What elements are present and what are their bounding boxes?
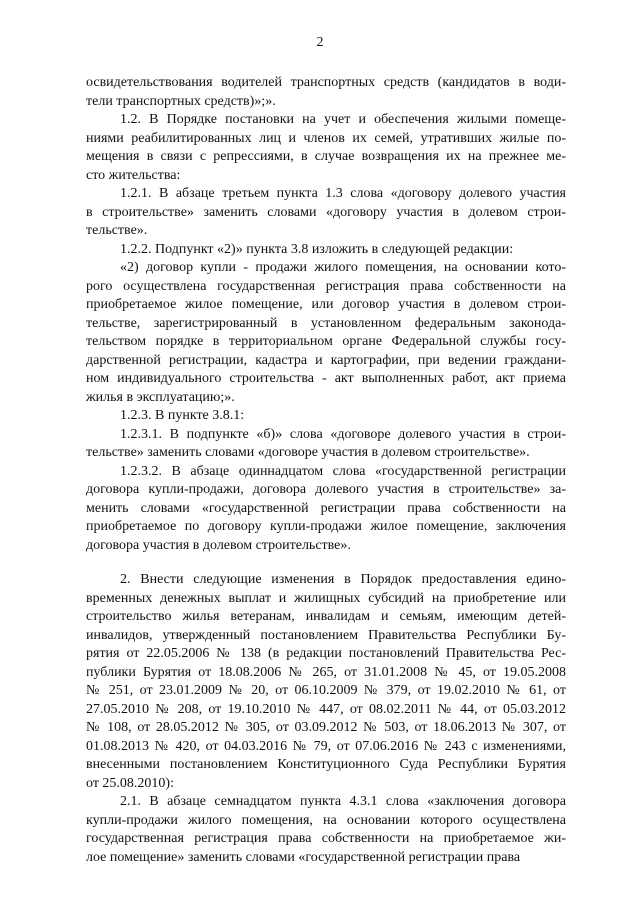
text-line: ниями реабилитированных лиц и членов их семей, утративших жилые по- — [86, 130, 566, 146]
text-line: 1.2.1. В абзаце третьем пункта 1.3 слова «договору долевого участия — [120, 186, 566, 201]
text-line: 27.05.2010 № 208, от 19.10.2010 № 447, от 08.02.2011 № 44, от 05.03.2012 — [86, 701, 566, 717]
text-line: рятия от 22.05.2006 № 138 (в редакции постановлений Правительства Рес- — [86, 646, 566, 661]
text-line: мещения в связи с репрессиями, в случае возвращения их на прежнее ме- — [86, 149, 566, 164]
text-line: дарственной регистрации, кадастра и картографии, при ведении граждани- — [86, 352, 566, 368]
text-line: лое помещение» заменить словами «государственной регистрации права — [86, 849, 521, 865]
text-line: 01.08.2013 № 420, от 04.03.2016 № 79, от 07.06.2016 № 243 с изменениями, — [86, 738, 566, 754]
text-line: сто жительства: — [86, 167, 181, 183]
text-line: приобретаемое жилое помещение, или договор участия в долевом строи- — [86, 297, 566, 312]
text-line: 2.1. В абзаце семнадцатом пункта 4.3.1 слова «заключения договора — [120, 794, 566, 809]
paragraph-gap — [86, 555, 566, 571]
paragraph — [86, 74, 566, 111]
text-line: жилья в эксплуатацию;». — [86, 389, 235, 405]
text-line: инвалидов, утвержденный постановлением Правительства Республики Бу- — [86, 627, 566, 643]
text-line: № 108, от 28.05.2012 № 305, от 03.09.2012 № 503, от 18.06.2013 № 307, от — [86, 720, 566, 735]
text-line: строительство жилья ветеранам, инвалидам и семьям, имеющим детей- — [86, 609, 566, 624]
text-line: тельстве». — [86, 223, 148, 238]
text-line: рого осуществлена государственная регистрация права собственности на — [86, 278, 566, 294]
text-line: 2. Внести следующие изменения в Порядок предоставления едино- — [120, 572, 566, 587]
text-line: 1.2.2. Подпункт «2)» пункта 3.8 изложить в следующей редакции: — [120, 241, 514, 257]
text-line: тели транспортных средств)»;». — [86, 93, 276, 109]
text-line: тельством порядке в территориальном органе Федеральной службы госу- — [86, 334, 566, 349]
text-line: в строительстве» заменить словами «договору участия в долевом строи- — [86, 204, 566, 220]
text-line: освидетельствования водителей транспортных средств (кандидатов в води- — [86, 75, 566, 90]
text-line: приобретаемое по договору купли-продажи жилое помещение, заключения — [86, 519, 566, 534]
text-line: купли-продажи жилого помещения, на основании которого осуществлена — [86, 812, 566, 828]
text-line: государственная регистрация права собственности на приобретаемое жи- — [86, 831, 566, 846]
paragraph — [86, 241, 566, 260]
paragraph — [86, 259, 566, 407]
text-line: публики Бурятия от 18.08.2006 № 265, от 31.01.2008 № 45, от 19.05.2008 — [86, 664, 566, 680]
text-line: 1.2. В Порядке постановки на учет и обеспечения жилыми помеще- — [120, 112, 566, 127]
text-line: тельстве, зарегистрированный в установленном федеральным законода- — [86, 315, 566, 331]
text-line: 1.2.3.1. В подпункте «б)» слова «договоре долевого участия в строи- — [120, 426, 566, 442]
text-line: 1.2.3.2. В абзаце одиннадцатом слова «государственной регистрации — [120, 463, 566, 479]
page-number: 2 — [316, 35, 324, 50]
paragraph — [86, 111, 566, 185]
text-line: временных денежных выплат и жилищных субсидий на приобретение или — [86, 590, 566, 606]
paragraph — [86, 793, 566, 867]
text-line: от 25.08.2010): — [86, 775, 174, 791]
text-line: 1.2.3. В пункте 3.8.1: — [120, 408, 245, 423]
text-line: «2) договор купли - продажи жилого помещения, на основании кото- — [120, 260, 566, 275]
text-line: ном индивидуального строительства - акт выполненных работ, акт приема — [86, 371, 566, 386]
paragraph — [86, 426, 566, 463]
text-line: договора купли-продажи, договора долевого участия в строительстве» за- — [86, 482, 566, 497]
text-line: внесенными постановлением Конституционного Суда Республики Бурятия — [86, 757, 566, 772]
paragraph — [86, 185, 566, 241]
text-line: договора участия в долевом строительстве». — [86, 537, 351, 553]
paragraph — [86, 463, 566, 556]
text-line: тельстве» заменить словами «договоре участия в долевом строительстве». — [86, 445, 530, 460]
paragraph — [86, 407, 566, 426]
text-line: № 251, от 23.01.2009 № 20, от 06.10.2009 № 379, от 19.02.2010 № 61, от — [86, 683, 566, 698]
paragraph — [86, 571, 566, 793]
document-body — [86, 74, 566, 867]
text-line: менить словами «государственной регистрации права собственности на — [86, 500, 566, 516]
